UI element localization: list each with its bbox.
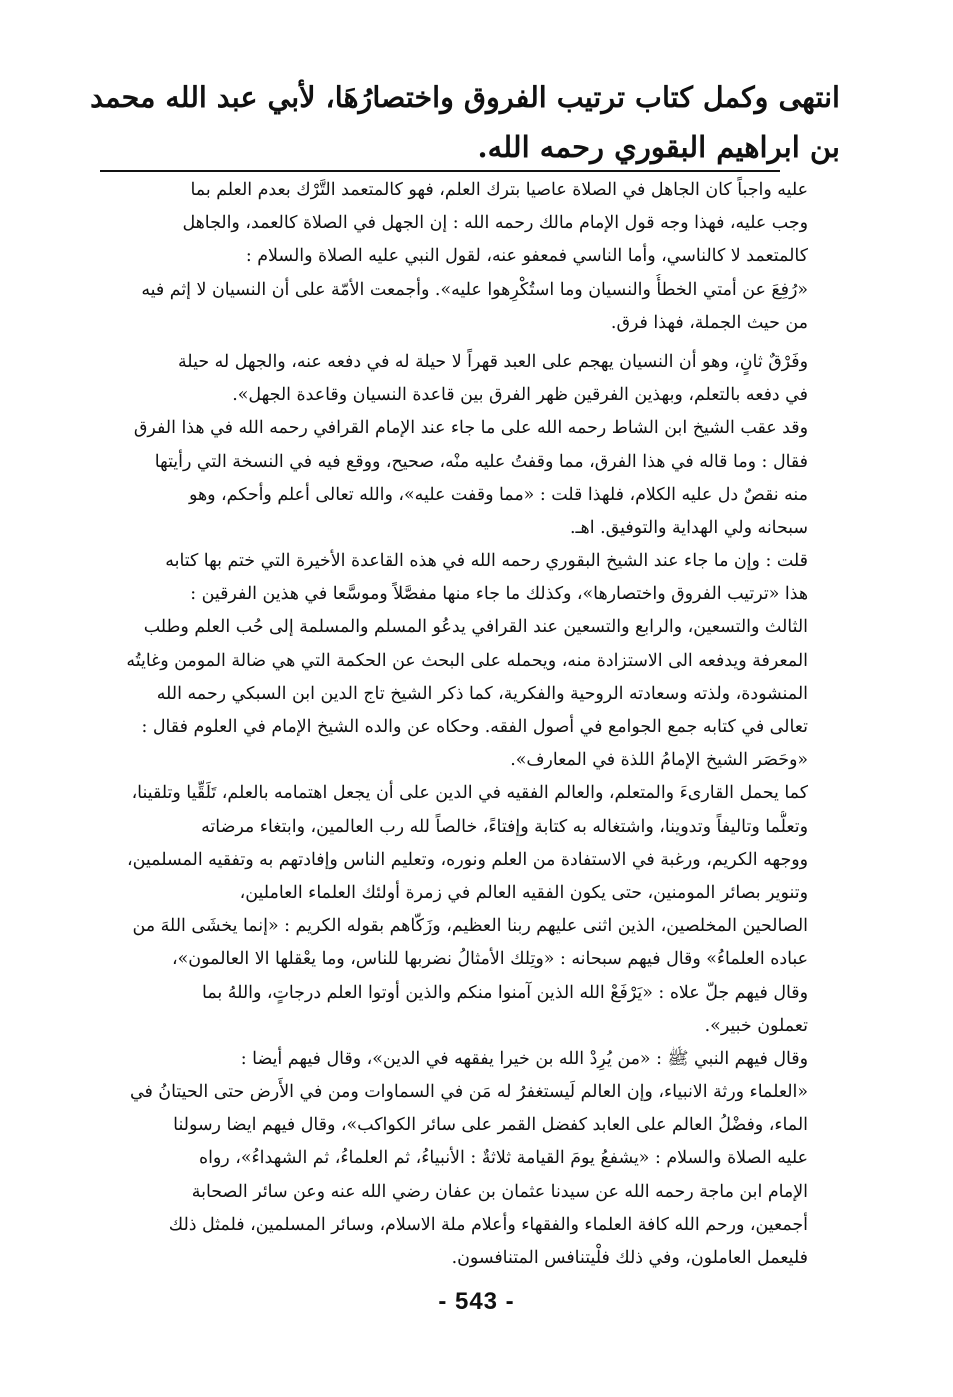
text-line: ووجهه الكريم، ورغبة في الاستفادة من العلم ونوره، وتعليم الناس وإفادتهم به وتفقيه المسلمين، <box>127 849 808 870</box>
text-line: قلت : وإن ما جاء عند الشيخ البقوري رحمه الله في هذه القاعدة الأخيرة التي ختم بها كتابه <box>165 551 808 572</box>
text-line: تعالى في كتابه جمع الجوامع في أصول الفقه. وحكاه عن والده الشيخ الإمام في العلوم فقال : <box>141 717 808 737</box>
text-line: وقال فيهم جلّ علاه : «يَرْفَعْ الله الذين آمنوا منكم والذين أوتوا العلم درجاتٍ، واللهُ بما <box>202 982 808 1003</box>
text-line: وفَرْقٌ ثانٍ، وهو أن النسيان يهجم على العبد قهراً لا حيلة له في دفعه عنه، والجهل له حيلة <box>177 351 808 372</box>
text-line: وتعلُّما وتاليفاً وتدوينا، واشتغاله به كتابة وإفتاءً، خالصاً لله رب العالمين، وابتغاء مرضاته <box>201 816 808 837</box>
heading-line: انتهى وكمل كتاب ترتيب الفروق واختصارُهَا، لأبي عبد الله محمد <box>90 80 840 114</box>
text-line: «رُفِعَ عن أمتي الخطأُ والنسيان وما استُكْرِهوا عليه». وأجمعت الأمّة على أن النسيان لا إثم فيه <box>141 279 808 300</box>
body-text <box>96 174 808 1275</box>
text-line: منه نقصٌ دل عليه الكلام، فلهذا قلت : «مما وقفت عليه»، والله تعالى أعلم وأحكم، وهو <box>188 484 808 505</box>
text-line: الصالحين المخلصين، الذين اثنى عليهم ربنا العظيم، وزَكّاهم بقوله الكريم : «إنما يخشَى اللهَ من <box>132 916 808 937</box>
colophon-heading <box>80 72 840 172</box>
paragraph-4 <box>96 545 808 777</box>
text-line: وتنوير بصائر المومنين، حتى يكون الفقيه العالم في زمرة أولئك العلماء العاملين، <box>239 882 808 903</box>
paragraph-6 <box>96 1043 808 1275</box>
text-line: المعرفة ويدفعه الى الاستزادة منه، ويحمله على البحث عن الحكمة التي هي ضالة المومن وغايتُه <box>126 650 808 671</box>
text-line: «العلماء ورثة الانبياء، وإن العالم لَيستغفرُ له مَن في السماوات ومن في الأَرض حتى الحيتانُ في <box>129 1082 808 1103</box>
text-line: وقد عقب الشيخ ابن الشاط رحمه الله على ما جاء عند الإمام القرافي رحمه الله في هذا الفرق <box>133 418 808 439</box>
text-line: أجمعين، ورحم الله كافة العلماء والفقهاء وأعلام ملة الاسلام، وسائر المسلمين، فلمثل ذلك <box>168 1214 808 1235</box>
text-line: عباده العلماءُ» وقال فيهم سبحانه : «وتِلك الأمثالُ نضربها للناس، وما يعْقلها الا العالمون»، <box>172 949 808 970</box>
heading-line: بن ابراهيم البقوري رحمه الله. <box>477 130 840 164</box>
text-line: هذا «ترتيب الفروق واختصارها»، وكذلك ما جاء منها مفصَّلاً وموسَّعا في هذين الفرقين : <box>190 584 808 605</box>
text-line: من حيث الجملة، فهذا فرق. <box>610 312 808 333</box>
text-line: وجب عليه، فهذا وجه قول الإمام مالك رحمه الله : إن الجهل في الصلاة كالعمد، والجاهل <box>182 213 808 234</box>
text-line: في دفعه بالتعلم، وبهذين الفرقين ظهر الفرق بين قاعدة النسيان وقاعدة الجهل». <box>232 385 808 406</box>
text-line: كالمتعمد لا كالناسي، وأما الناسي فمعفو عنه، لقول النبي عليه الصلاة والسلام : <box>245 246 808 267</box>
paragraph-3 <box>96 412 808 545</box>
text-line: كما يحمل القارىءَ والمتعلم، والعالم الفقيه في الدين على أن يجعل اهتمامه بالعلم، تَلَقِّيا وتلقينا، <box>131 783 808 804</box>
text-line: وقال فيهم النبي ﷺ : «من يُرِدْ الله بن خيرا يفقهه في الدين»، وقال فيهم أيضا : <box>240 1048 808 1069</box>
text-line: سبحانه ولي الهداية والتوفيق. اهـ. <box>569 517 808 538</box>
page-number: - 543 - <box>438 1288 515 1315</box>
text-line: المنشودة، ولذته وسعادته الروحية والفكرية، كما ذكر الشيخ تاج الدين ابن السبكي رحمه الله <box>156 683 808 704</box>
separator-rule <box>100 170 780 172</box>
text-line: تعملون خبير». <box>704 1015 808 1036</box>
paragraph-1 <box>96 174 808 340</box>
text-line: عليه الصلاة والسلام : «يشفعُ يومَ القيامة ثلاثةٌ : الأنبياءُ، ثم العلماءُ، ثم الشهداءُ»، رواه <box>198 1148 808 1169</box>
paragraph-2 <box>96 346 808 412</box>
text-line: فقال : وما قاله في هذا الفرق، مما وقفتُ عليه منْه، صحيح، ووقع فيه في النسخة التي رأيتها <box>154 451 808 472</box>
text-line: فليعمل العاملون، وفي ذلك فلْيتنافس المتنافسون. <box>451 1248 808 1268</box>
text-line: الماء، وفضْلُ العالم على العابد كفضل القمر على سائر الكواكب»، وقال فيهم ايضا رسولنا <box>173 1115 808 1136</box>
text-line: الثالث والتسعين، والرابع والتسعين عند القرافي يدعُو المسلم والمسلمة إلى حُب العلم وطلب <box>143 617 808 638</box>
text-line: عليه واجباً كان الجاهل في الصلاة عاصيا بترك العلم، فهو كالمتعمد التَّرْك بعدم العلم بما <box>190 180 808 200</box>
paragraph-5 <box>96 777 808 1043</box>
text-line: الإمام ابن ماجة رحمه الله عن سيدنا عثمان بن عفان رضي الله عنه وعن سائر الصحابة <box>191 1181 808 1202</box>
text-line: «وحَصَر الشيخ الإمامُ اللذة في المعارف». <box>510 750 808 771</box>
